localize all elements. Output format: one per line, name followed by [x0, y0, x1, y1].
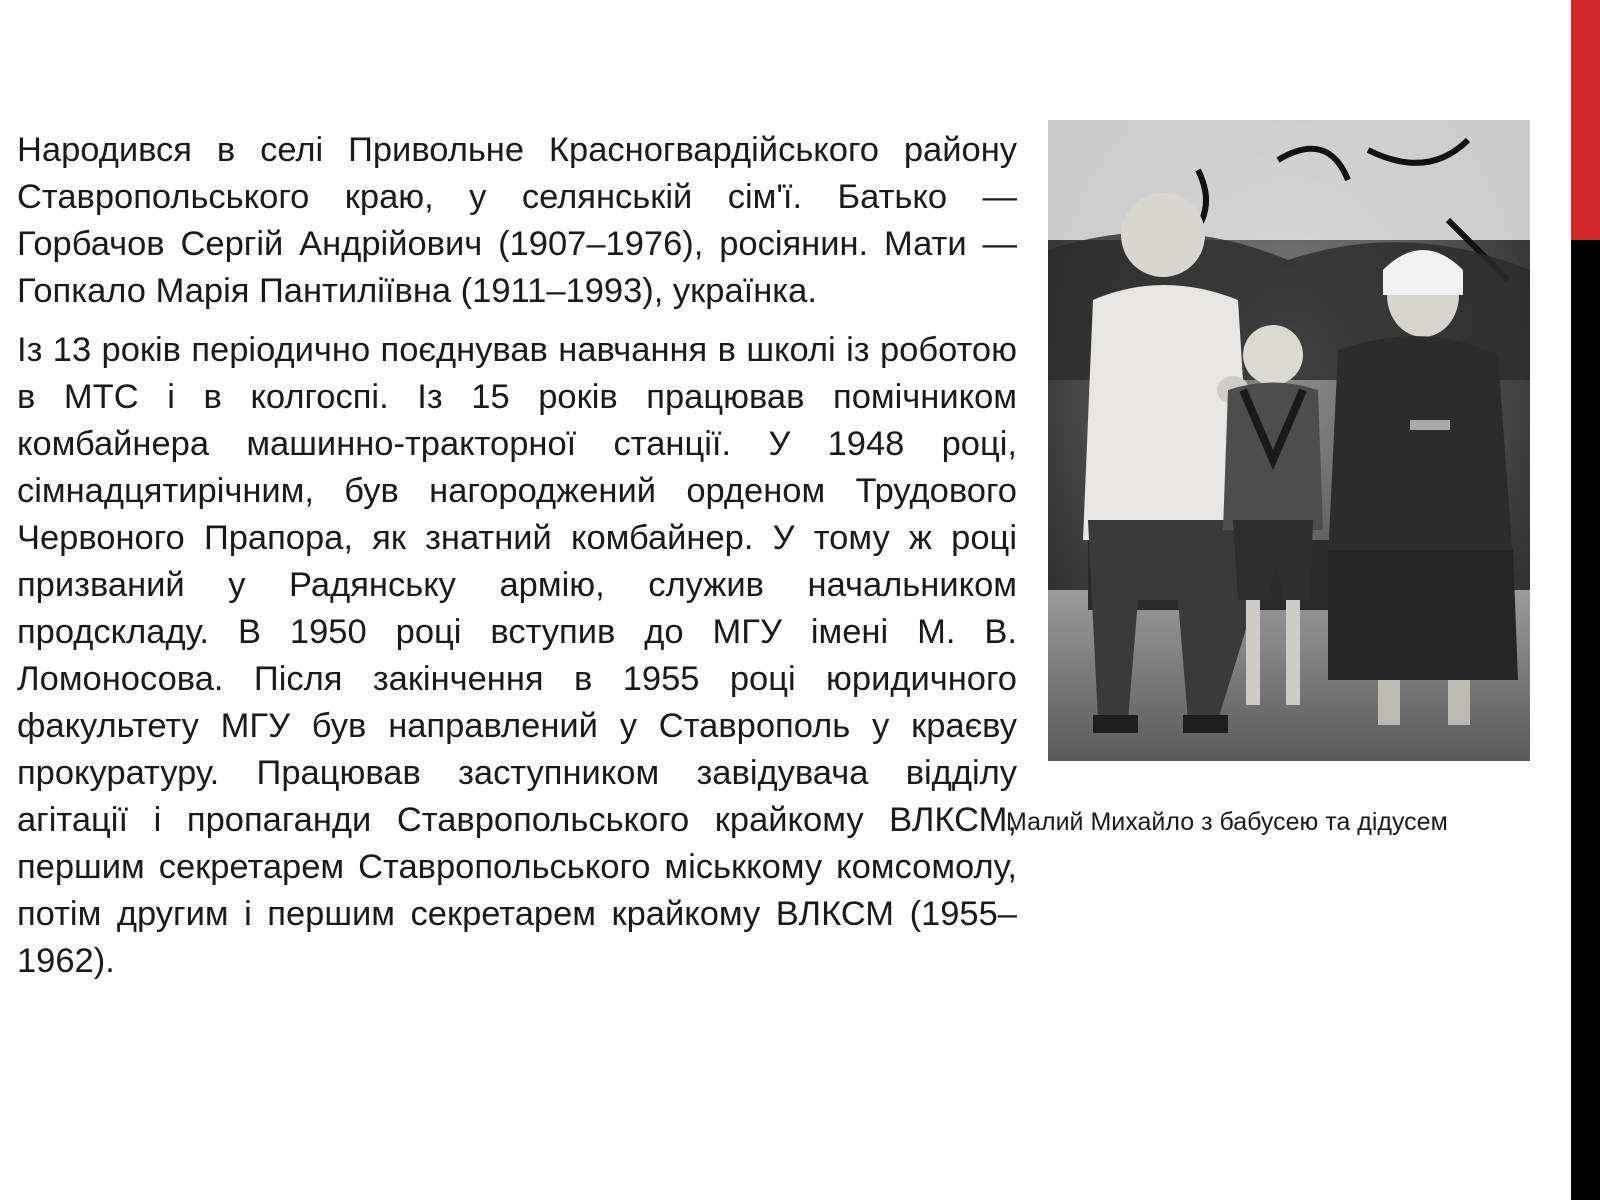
biography-text	[17, 127, 1017, 997]
slide-side-bar	[1571, 0, 1600, 1200]
paragraph-family: Народився в селі Привольне Красногвардійського району Ставропольського краю, у селянській сім'ї. Батько — Горбачов Сергій Андрійович (1907–1976), росіянин. Мати — Гопкало Марія Пантиліївна (1911–1993), українка.	[17, 131, 1017, 310]
side-bar-accent	[1571, 0, 1600, 240]
family-photo	[1048, 120, 1530, 761]
paragraph-career: Із 13 років періодично поєднував навчання в школі із роботою в МТС і в колгоспі. Із 15 років працював помічником комбайнера машинно-тракторної станції. У 1948 році, сімнадцятирічним, був нагороджений орденом Трудового Червоного Прапора, як знатний комбайнер. У тому ж році призваний у Радянську армію, служив начальником продскладу. В 1950 році вступив до МГУ імені М. В. Ломоносова. Після закінчення в 1955 році юридичного факультету МГУ був направлений у Ставрополь у краєву прокуратуру. Працював заступником завідувача відділу агітації і пропаганди Ставропольського крайкому ВЛКСМ, першим секретарем Ставропольського міськкому комсомолу, потім другим і першим секретарем крайкому ВЛКСМ (1955–1962).	[17, 331, 1017, 980]
family-photo-icon	[1048, 120, 1530, 761]
photo-caption: Малий Михайло з бабусею та дідусем	[1006, 808, 1448, 836]
